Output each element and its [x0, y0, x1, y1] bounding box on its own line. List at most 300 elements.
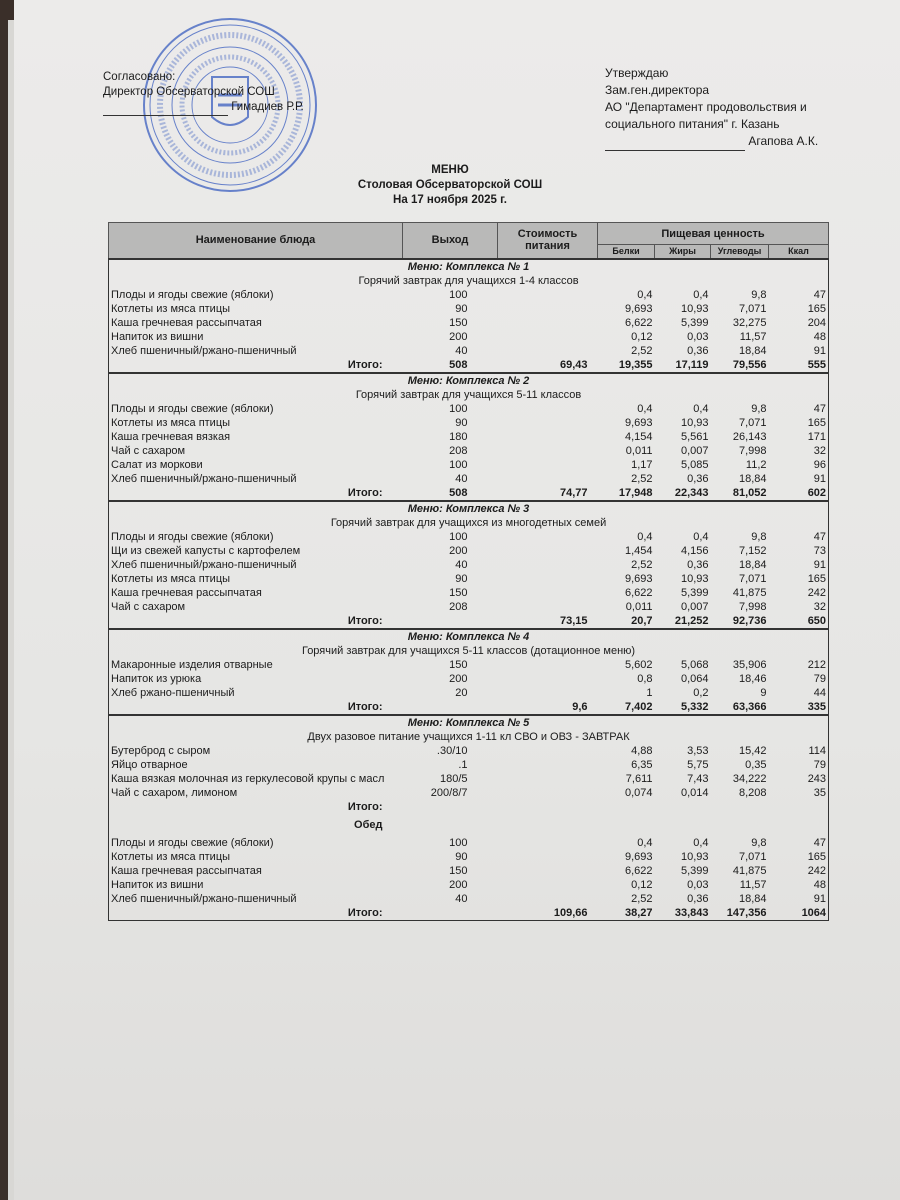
menu-title: МЕНЮ — [431, 164, 469, 176]
total-output: 508 — [449, 358, 468, 371]
dish-protein: 9,693 — [624, 416, 653, 429]
meal-label: Обед — [354, 818, 383, 831]
dish-kcal: 242 — [807, 586, 827, 599]
total-kcal — [769, 800, 829, 814]
dish-kcal: 96 — [813, 458, 827, 471]
dish-cost — [498, 672, 598, 686]
dish-carbs: 7,071 — [738, 302, 767, 315]
dish-carbs: 26,143 — [732, 430, 767, 443]
dish-kcal: 91 — [813, 558, 827, 571]
total-kcal: 1064 — [801, 906, 827, 919]
dish-cost — [498, 572, 598, 586]
total-cost: 9,6 — [572, 700, 588, 713]
dish-output: .1 — [458, 758, 468, 771]
menu-item-row — [109, 544, 829, 558]
dish-carbs: 9,8 — [751, 836, 767, 849]
total-carbs — [711, 800, 769, 814]
dish-kcal: 35 — [813, 786, 827, 799]
dish-name: Хлеб пшеничный/ржано-пшеничный — [111, 344, 297, 357]
dish-name: Хлеб пшеничный/ржано-пшеничный — [111, 558, 297, 571]
dish-fat: 7,43 — [687, 772, 709, 785]
dish-kcal: 91 — [813, 344, 827, 357]
dish-name: Котлеты из мяса птицы — [111, 416, 231, 429]
section-subtitle-row — [109, 388, 829, 402]
dish-cost — [498, 558, 598, 572]
total-output: 508 — [449, 486, 468, 499]
dish-kcal: 171 — [807, 430, 827, 443]
dish-name: Напиток из вишни — [111, 330, 204, 343]
section-subtitle: Горячий завтрак для учащихся 5-11 классов (дотационное меню) — [301, 644, 636, 657]
dish-fat: 0,2 — [693, 686, 709, 699]
total-fat: 22,343 — [674, 486, 709, 499]
total-row — [109, 358, 829, 373]
dish-protein: 2,52 — [631, 344, 653, 357]
total-label: Итого: — [347, 358, 383, 371]
dish-cost — [498, 864, 598, 878]
dish-protein: 9,693 — [624, 572, 653, 585]
dish-output: 100 — [449, 836, 468, 849]
dish-fat: 5,75 — [687, 758, 709, 771]
menu-item-row — [109, 316, 829, 330]
dish-name: Котлеты из мяса птицы — [111, 302, 231, 315]
dish-fat: 5,399 — [680, 586, 709, 599]
dish-output: 200 — [449, 672, 468, 685]
dish-protein: 4,88 — [631, 744, 653, 757]
dish-fat: 0,4 — [693, 402, 709, 415]
dish-kcal: 47 — [813, 288, 827, 301]
dish-kcal: 47 — [813, 530, 827, 543]
dish-carbs: 32,275 — [732, 316, 767, 329]
dish-protein: 4,154 — [624, 430, 653, 443]
total-row — [109, 906, 829, 921]
menu-item-row — [109, 658, 829, 672]
dish-kcal: 243 — [807, 772, 827, 785]
dish-output: 100 — [449, 530, 468, 543]
dish-name: Каша гречневая вязкая — [111, 430, 231, 443]
dish-protein: 6,622 — [624, 864, 653, 877]
col-name: Наименование блюда — [109, 223, 403, 259]
dish-fat: 10,93 — [680, 302, 709, 315]
menu-item-row — [109, 302, 829, 316]
total-cost: 109,66 — [553, 906, 588, 919]
dish-output: 40 — [455, 344, 468, 357]
dish-protein: 0,12 — [631, 878, 653, 891]
total-protein: 38,27 — [624, 906, 653, 919]
total-carbs: 63,366 — [732, 700, 767, 713]
dish-cost — [498, 772, 598, 786]
dish-cost — [498, 850, 598, 864]
approve-label: Утверждаю — [605, 66, 669, 80]
menu-body — [109, 259, 829, 921]
menu-item-row — [109, 558, 829, 572]
dish-kcal: 242 — [807, 864, 827, 877]
total-fat: 33,843 — [674, 906, 709, 919]
section-subtitle-row — [109, 644, 829, 658]
section-header — [109, 501, 829, 516]
dish-kcal: 44 — [813, 686, 827, 699]
menu-item-row — [109, 430, 829, 444]
dish-fat: 0,03 — [687, 330, 709, 343]
dish-protein: 0,8 — [637, 672, 653, 685]
dish-cost — [498, 786, 598, 800]
dish-carbs: 9,8 — [751, 288, 767, 301]
dish-carbs: 35,906 — [732, 658, 767, 671]
menu-item-row — [109, 786, 829, 800]
dish-name: Хлеб пшеничный/ржано-пшеничный — [111, 892, 297, 905]
total-kcal: 602 — [807, 486, 827, 499]
total-kcal: 335 — [807, 700, 827, 713]
col-protein: Белки — [598, 245, 655, 259]
total-carbs: 147,356 — [726, 906, 767, 919]
dish-cost — [498, 878, 598, 892]
dish-cost — [498, 472, 598, 486]
dish-name: Хлеб ржано-пшеничный — [111, 686, 235, 699]
dish-kcal: 114 — [808, 744, 827, 757]
dish-fat: 0,03 — [687, 878, 709, 891]
dish-kcal: 212 — [807, 658, 827, 671]
dish-protein: 1,454 — [624, 544, 653, 557]
col-fat: Жиры — [655, 245, 711, 259]
canteen-name: Столовая Обсерваторской СОШ — [357, 179, 543, 191]
approver-name: Гимадиев Р.Р. — [231, 101, 304, 113]
menu-item-row — [109, 288, 829, 302]
dish-name: Чай с сахаром, лимоном — [111, 786, 238, 799]
total-fat — [655, 800, 711, 814]
total-fat: 17,119 — [675, 358, 709, 371]
dish-fat: 3,53 — [687, 744, 709, 757]
dish-fat: 0,4 — [693, 836, 709, 849]
menu-item-row — [109, 850, 829, 864]
section-header — [109, 373, 829, 388]
menu-item-row — [109, 864, 829, 878]
dish-fat: 0,014 — [680, 786, 709, 799]
total-row — [109, 486, 829, 501]
dish-cost — [498, 330, 598, 344]
dish-protein: 1,17 — [631, 458, 653, 471]
menu-item-row — [109, 330, 829, 344]
dish-kcal: 165 — [807, 416, 827, 429]
dish-output: .30/10 — [436, 744, 468, 757]
dish-carbs: 18,84 — [738, 344, 767, 357]
dish-carbs: 18,84 — [738, 472, 767, 485]
approval-left — [103, 70, 304, 116]
dish-output: 20 — [455, 686, 468, 699]
meal-label-row — [109, 814, 829, 836]
menu-item-row — [109, 586, 829, 600]
menu-item-row — [109, 892, 829, 906]
dish-name: Каша гречневая рассыпчатая — [111, 316, 262, 329]
dish-cost — [498, 430, 598, 444]
dish-carbs: 0,35 — [745, 758, 767, 771]
dish-output: 90 — [455, 572, 468, 585]
dish-cost — [498, 744, 598, 758]
dish-cost — [498, 600, 598, 614]
dish-cost — [498, 892, 598, 906]
dish-name: Яйцо отварное — [111, 758, 188, 771]
dish-protein: 9,693 — [624, 850, 653, 863]
dish-output: 100 — [449, 288, 468, 301]
dish-carbs: 41,875 — [732, 586, 767, 599]
dish-carbs: 9,8 — [751, 530, 767, 543]
total-protein: 7,402 — [624, 700, 653, 713]
section-subtitle-row — [109, 274, 829, 288]
dish-fat: 5,399 — [680, 864, 709, 877]
section-header — [109, 629, 829, 644]
section-title: Меню: Комплекса № 5 — [109, 715, 829, 730]
dish-output: 100 — [449, 402, 468, 415]
section-header — [109, 715, 829, 730]
dish-fat: 10,93 — [680, 572, 709, 585]
dish-fat: 0,36 — [687, 344, 709, 357]
menu-item-row — [109, 444, 829, 458]
menu-table — [108, 222, 829, 921]
total-carbs: 81,052 — [732, 486, 767, 499]
dish-protein: 2,52 — [631, 472, 653, 485]
section-subtitle-row — [109, 516, 829, 530]
menu-item-row — [109, 344, 829, 358]
dish-name: Щи из свежей капусты с картофелем — [111, 544, 301, 557]
dish-protein: 0,12 — [631, 330, 653, 343]
dish-cost — [498, 416, 598, 430]
dish-protein: 6,622 — [624, 316, 653, 329]
dish-kcal: 91 — [813, 892, 827, 905]
dish-kcal: 91 — [813, 472, 827, 485]
menu-item-row — [109, 744, 829, 758]
dish-output: 200 — [449, 878, 468, 891]
dish-protein: 6,35 — [631, 758, 653, 771]
approval-position: Директор Обсерваторской СОШ — [103, 86, 275, 98]
col-cost: Стоимость питания — [498, 223, 598, 259]
dish-fat: 10,93 — [680, 416, 709, 429]
total-fat: 5,332 — [680, 700, 709, 713]
dish-protein: 0,4 — [637, 288, 653, 301]
section-subtitle: Горячий завтрак для учащихся 1-4 классов — [358, 274, 579, 287]
menu-item-row — [109, 458, 829, 472]
total-protein: 20,7 — [631, 614, 653, 627]
dish-carbs: 7,071 — [738, 416, 767, 429]
dish-name: Плоды и ягоды свежие (яблоки) — [111, 288, 274, 301]
dish-carbs: 8,208 — [738, 786, 767, 799]
dish-kcal: 165 — [807, 572, 827, 585]
section-title: Меню: Комплекса № 4 — [109, 629, 829, 644]
menu-item-row — [109, 472, 829, 486]
total-protein: 17,948 — [618, 486, 653, 499]
dish-output: 200 — [449, 544, 468, 557]
dish-carbs: 7,071 — [738, 850, 767, 863]
dish-output: 150 — [449, 316, 468, 329]
dish-output: 208 — [449, 600, 468, 613]
dish-fat: 5,068 — [680, 658, 709, 671]
dish-kcal: 73 — [813, 544, 827, 557]
dish-cost — [498, 458, 598, 472]
dish-kcal: 165 — [807, 302, 827, 315]
dish-output: 208 — [449, 444, 468, 457]
dish-output: 90 — [455, 850, 468, 863]
total-label: Итого: — [347, 486, 383, 499]
dish-cost — [498, 444, 598, 458]
dish-cost — [498, 544, 598, 558]
dish-carbs: 7,071 — [738, 572, 767, 585]
col-nutrition: Пищевая ценность — [598, 223, 829, 245]
dish-fat: 0,007 — [680, 444, 709, 457]
dish-name: Каша вязкая молочная из геркулесовой крупы с масл — [111, 772, 385, 785]
dish-carbs: 41,875 — [732, 864, 767, 877]
dish-output: 40 — [455, 472, 468, 485]
dish-carbs: 7,152 — [738, 544, 767, 557]
dish-fat: 0,36 — [687, 472, 709, 485]
menu-date: На 17 ноября 2025 г. — [393, 194, 507, 206]
dish-carbs: 11,2 — [745, 458, 767, 471]
dish-protein: 0,4 — [637, 836, 653, 849]
menu-item-row — [109, 600, 829, 614]
dish-cost — [498, 344, 598, 358]
total-cost — [498, 800, 598, 814]
dish-kcal: 48 — [813, 330, 827, 343]
dish-kcal: 32 — [813, 444, 827, 457]
menu-item-row — [109, 772, 829, 786]
menu-item-row — [109, 758, 829, 772]
dish-cost — [498, 316, 598, 330]
dish-output: 40 — [455, 892, 468, 905]
dish-name: Напиток из вишни — [111, 878, 204, 891]
dish-output: 180/5 — [439, 772, 468, 785]
dish-cost — [498, 530, 598, 544]
dish-cost — [498, 586, 598, 600]
section-title: Меню: Комплекса № 1 — [109, 259, 829, 274]
dish-carbs: 9 — [760, 686, 767, 699]
dish-kcal: 48 — [813, 878, 827, 891]
dish-protein: 2,52 — [631, 892, 653, 905]
dish-cost — [498, 758, 598, 772]
total-kcal: 650 — [807, 614, 827, 627]
menu-item-row — [109, 686, 829, 700]
col-kcal: Ккал — [769, 245, 829, 259]
menu-item-row — [109, 572, 829, 586]
total-row — [109, 700, 829, 715]
dish-fat: 4,156 — [680, 544, 709, 557]
total-output — [403, 614, 498, 629]
dish-protein: 0,011 — [625, 444, 653, 457]
empty — [403, 814, 829, 836]
dish-fat: 5,561 — [680, 430, 709, 443]
menu-item-row — [109, 530, 829, 544]
dish-cost — [498, 288, 598, 302]
dish-protein: 1 — [646, 686, 653, 699]
dish-cost — [498, 836, 598, 850]
dish-fat: 0,4 — [693, 288, 709, 301]
dish-kcal: 165 — [807, 850, 827, 863]
dish-name: Плоды и ягоды свежие (яблоки) — [111, 836, 274, 849]
dish-output: 100 — [449, 458, 468, 471]
total-cost: 73,15 — [559, 614, 588, 627]
section-subtitle: Горячий завтрак для учащихся 5-11 классов — [355, 388, 582, 401]
dish-carbs: 34,222 — [732, 772, 767, 785]
dish-name: Каша гречневая рассыпчатая — [111, 586, 262, 599]
dish-protein: 0,011 — [625, 600, 653, 613]
dish-fat: 5,085 — [680, 458, 709, 471]
dish-fat: 5,399 — [680, 316, 709, 329]
dish-kcal: 47 — [813, 836, 827, 849]
dish-kcal: 204 — [807, 316, 827, 329]
total-cost: 69,43 — [559, 358, 588, 371]
dish-name: Плоды и ягоды свежие (яблоки) — [111, 530, 274, 543]
dish-cost — [498, 658, 598, 672]
total-protein — [598, 800, 655, 814]
document-title — [300, 163, 600, 208]
dish-output: 90 — [455, 416, 468, 429]
approval-right — [605, 65, 818, 151]
total-output — [403, 800, 498, 814]
dish-protein: 0,074 — [624, 786, 653, 799]
section-title: Меню: Комплекса № 3 — [109, 501, 829, 516]
menu-item-row — [109, 836, 829, 850]
dish-cost — [498, 302, 598, 316]
dish-name: Макаронные изделия отварные — [111, 658, 273, 671]
approve-org-line1: АО "Департамент продовольствия и — [605, 100, 807, 114]
dish-name: Плоды и ягоды свежие (яблоки) — [111, 402, 274, 415]
dish-fat: 0,4 — [693, 530, 709, 543]
dish-name: Чай с сахаром — [111, 444, 186, 457]
dish-carbs: 18,84 — [738, 558, 767, 571]
signature-line — [605, 133, 745, 151]
dish-carbs: 18,46 — [738, 672, 767, 685]
total-row — [109, 800, 829, 814]
total-output — [403, 700, 498, 715]
dish-output: 150 — [449, 658, 468, 671]
dish-fat: 0,36 — [687, 892, 709, 905]
total-kcal: 555 — [807, 358, 827, 371]
dish-output: 150 — [449, 586, 468, 599]
dish-name: Бутерброд с сыром — [111, 744, 211, 757]
total-label: Итого: — [347, 906, 383, 919]
dish-output: 40 — [455, 558, 468, 571]
section-subtitle: Горячий завтрак для учащихся из многодетных семей — [330, 516, 607, 529]
dish-output: 90 — [455, 302, 468, 315]
dish-protein: 0,4 — [637, 530, 653, 543]
dish-carbs: 9,8 — [751, 402, 767, 415]
dish-kcal: 47 — [813, 402, 827, 415]
dish-name: Чай с сахаром — [111, 600, 186, 613]
dish-cost — [498, 686, 598, 700]
approver-name: Агапова А.К. — [748, 134, 819, 148]
dish-name: Каша гречневая рассыпчатая — [111, 864, 262, 877]
dish-fat: 0,36 — [687, 558, 709, 571]
total-output — [403, 906, 498, 921]
total-label: Итого: — [347, 700, 383, 713]
total-label: Итого: — [347, 800, 383, 813]
dish-cost — [498, 402, 598, 416]
total-fat: 21,252 — [674, 614, 709, 627]
dish-protein: 5,602 — [624, 658, 653, 671]
section-title: Меню: Комплекса № 2 — [109, 373, 829, 388]
total-cost: 74,77 — [559, 486, 588, 499]
dish-kcal: 79 — [813, 758, 827, 771]
dish-name: Салат из моркови — [111, 458, 203, 471]
menu-item-row — [109, 402, 829, 416]
approve-position: Зам.ген.директора — [605, 83, 710, 97]
dish-protein: 7,611 — [625, 772, 653, 785]
section-header — [109, 259, 829, 274]
dish-fat: 0,064 — [680, 672, 709, 685]
dish-carbs: 11,57 — [739, 878, 767, 891]
dish-protein: 0,4 — [637, 402, 653, 415]
total-carbs: 92,736 — [732, 614, 767, 627]
menu-item-row — [109, 878, 829, 892]
total-label: Итого: — [347, 614, 383, 627]
dish-protein: 2,52 — [631, 558, 653, 571]
dish-kcal: 79 — [813, 672, 827, 685]
total-protein: 19,355 — [618, 358, 653, 371]
